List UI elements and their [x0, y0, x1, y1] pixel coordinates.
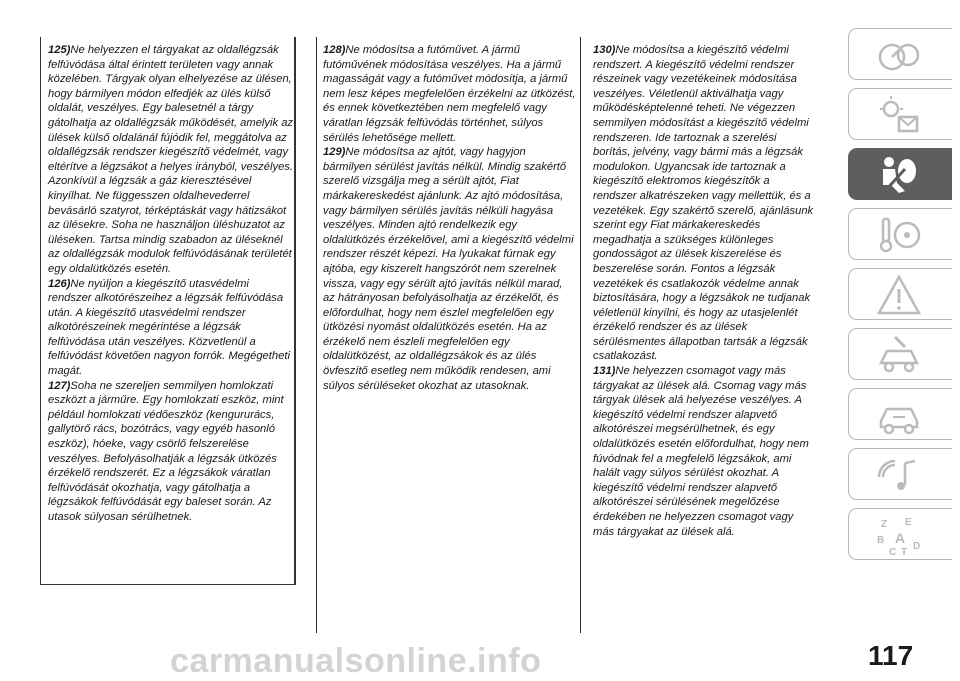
warning-number: 126) — [48, 277, 71, 290]
svg-text:D: D — [913, 541, 921, 552]
warning-number: 130) — [593, 44, 616, 56]
tab-emergency[interactable] — [848, 268, 952, 320]
tab-multimedia[interactable] — [848, 448, 952, 500]
warning-number: 128) — [323, 44, 346, 56]
watermark: carmanualsonline.info — [170, 642, 542, 680]
warning-text: Ne helyezzen el tárgyakat az oldallégzsák felfúvódása által érintett területen vagy annak közelében. Tárgyak olyan elhelyezése az ülésen, hogy bármilyen módon elfedjék az ülés külső oldalát, veszélyes. Egy balesetnél a tárgy gátolhatja az oldallégzsák működését, amelyik az ülések külső oldalánál fújódik fel, meggátolva az oldallégzsák rendszer kiegészítő védelmét, vagy eltérítve a légzsákot a helyes irányból, veszélyes. Azonkívül a légzsák a gáz kieresztésével kinyílhat. Ne függesszen oldalhevederrel bevásárló szatyrot, térképtáskát vagy hátizsákot az ülésekre. Soha ne használjon üléshuzatot az üléseken. Tartsa mindig szabadon az üléseknél az oldallégzsák modulok felfúvódásának területét egy oldalütközés esetén. — [48, 44, 294, 275]
column-divider-1 — [316, 37, 317, 633]
warning-text: Ne módosítsa a kiegészítő védelmi rendszert. A kiegészítő védelmi rendszer részeinek vagy vezetékeinek módosítása veszélyes. Véletlenül aktiválhatja vagy működésképtelenné teheti. Ne végezzen semmilyen módosítást a kiegészítő védelmi rendszeren. Ide tartoznak a szerelési borítás, jelvény, vagy bármi más a légzsák modulokon. Ugyancsak ide tartoznak a kiegészítő elektromos kiegészítők a rendszer alkatrészeken vagy mellettük, és a vezetékek. Egy szakértő szerelő, ajánlásunk szerint egy Fiat márkakereskedés megadhatja a szükséges különleges gondosságot az ülések kiszerelése és beszerelése során. Fontos a légzsák vezetékek és csatlakozók védelme annak biztosítására, hogy a légzsákok ne tudjanak véletlenül kinyílni, és hogy az utasjelenlét érzékelő rendszer és az ülések sérülésmentes állapotban tartsák a légzsák csatlakozást. — [593, 44, 814, 363]
key-steering-icon — [875, 213, 923, 257]
column-2 — [323, 43, 577, 393]
warning-paragraph — [323, 145, 577, 393]
svg-text:A: A — [895, 530, 906, 546]
warning-paragraph — [593, 43, 815, 364]
tab-index[interactable] — [848, 508, 952, 560]
warning-text: Ne módosítsa a futóművet. A jármű futóművének módosítása veszélyes. Ha a jármű magasságát vagy a futóművet módosítja, a jármű nem lesz képes megfelelően érzékelni az ütközést, és ennek következtében nem megfelelő vagy váratlan légzsák felfúvódás történhet, súlyos sérülés lehetősége mellett. — [323, 44, 576, 144]
svg-text:B: B — [877, 535, 885, 546]
lights-warning-icon — [875, 93, 923, 137]
warning-paragraph — [48, 43, 294, 277]
warning-number: 129) — [323, 146, 346, 159]
svg-text:Z: Z — [881, 519, 888, 530]
tab-safety[interactable] — [848, 148, 952, 200]
warning-paragraph — [593, 364, 815, 539]
svg-text:C: C — [889, 547, 897, 557]
warning-number: 131) — [593, 365, 616, 378]
dashboard-info-icon — [875, 33, 923, 77]
warning-text: Ne nyúljon a kiegészítő utasvédelmi rendszer alkotórészeihez a légzsák felfúvódása után. A kiegészítő utasvédelmi rendszer alkotórészeinek megérintése a légzsák felfúvódása után veszélyes. Közvetlenül a felfúvódást követően nagyon forrók. Megégetheti magát. — [48, 277, 290, 378]
warning-number: 125) — [48, 44, 71, 56]
tab-technical-data[interactable] — [848, 388, 952, 440]
column-1-right-border — [295, 37, 296, 585]
column-3 — [593, 43, 815, 539]
car-technical-data-icon — [875, 393, 923, 437]
alphabetical-index-icon — [875, 513, 923, 557]
tab-maintenance[interactable] — [848, 328, 952, 380]
warning-number: 127) — [48, 379, 71, 392]
page-number: 117 — [868, 640, 914, 671]
warning-paragraph — [48, 277, 294, 379]
svg-text:T: T — [901, 547, 908, 557]
warning-text: Ne helyezzen csomagot vagy más tárgyakat az ülések alá. Csomag vagy más tárgyak ülések alá helyezése veszélyes. A kiegészítő védelmi rendszer alapvető alkotórészei megsérülhetnek, és egy oldalütközés esetén előfordulhat, hogy nem fúvódnak fel a megfelelő légzsákok, ami halált vagy súlyos sérülést okozhat. A kiegészítő védelmi rendszer alapvető alkotórészei sérülésének megelőzése érdekében ne helyezzen csomagot vagy más tárgyakat az ülések alá. — [593, 365, 809, 538]
breakdown-triangle-icon — [875, 273, 923, 317]
warning-paragraph — [48, 379, 294, 525]
warning-text: Ne módosítsa az ajtót, vagy hagyjon bármilyen sérülést javítás nélkül. Mindig szakértő szerelő vizsgálja meg a sérült ajtót, Fiat márkakereskedést ajánlunk. Az ajtó módosítása, vagy bármilyen sérülés javítás nélküli hagyása veszélyes. Minden ajtó rendelkezik egy oldalütközés érzékelővel, ami a kiegészítő védelmi rendszer részét képezi. Ha lyukakat fúrnak egy ajtóba, egy kiszerelt hangszórót nem szerelnek vissza, vagy egy sérült ajtó javítás nélkül marad, az hátrányosan befolyásolhatja az érzékelőt, és előfordulhat, hogy nem észlel megfelelően egy ütközési nyomást oldalütközés esetén. Ha az érzékelő nem észleli megfelelően egy oldalütközést, az oldallégzsákok és az ülés övfeszítő esetleg nem működik rendesen, ami súlyos sérüléseket okozhat az utasoknak. — [323, 146, 574, 392]
column-divider-2 — [580, 37, 581, 633]
airbag-safety-icon — [875, 153, 923, 197]
column-1 — [48, 43, 294, 525]
tab-starting-driving[interactable] — [848, 208, 952, 260]
tab-dashboard[interactable] — [848, 28, 952, 80]
warning-text: Soha ne szereljen semmilyen homlokzati eszközt a járműre. Egy homlokzati eszköz, mint például homlokzati védőeszköz (kengururács, gallytörő rács, bozótrács, vagy egyéb hasonló eszköz), hóeke, vagy csörlő felszerelése veszélyes. Befolyásolhatják a légzsák ütközés érzékelő rendszerét. Ez a légzsákok váratlan felfúvódását okozhatja, vagy gátolhatja a légzsákok felfúvódását egy baleset során. Az utasok súlyosan sérülhetnek. — [48, 379, 284, 523]
warning-paragraph — [323, 43, 577, 145]
svg-text:E: E — [905, 517, 912, 528]
media-multimedia-icon — [875, 453, 923, 497]
tab-lights-warnings[interactable] — [848, 88, 952, 140]
wrench-car-icon — [875, 333, 923, 377]
